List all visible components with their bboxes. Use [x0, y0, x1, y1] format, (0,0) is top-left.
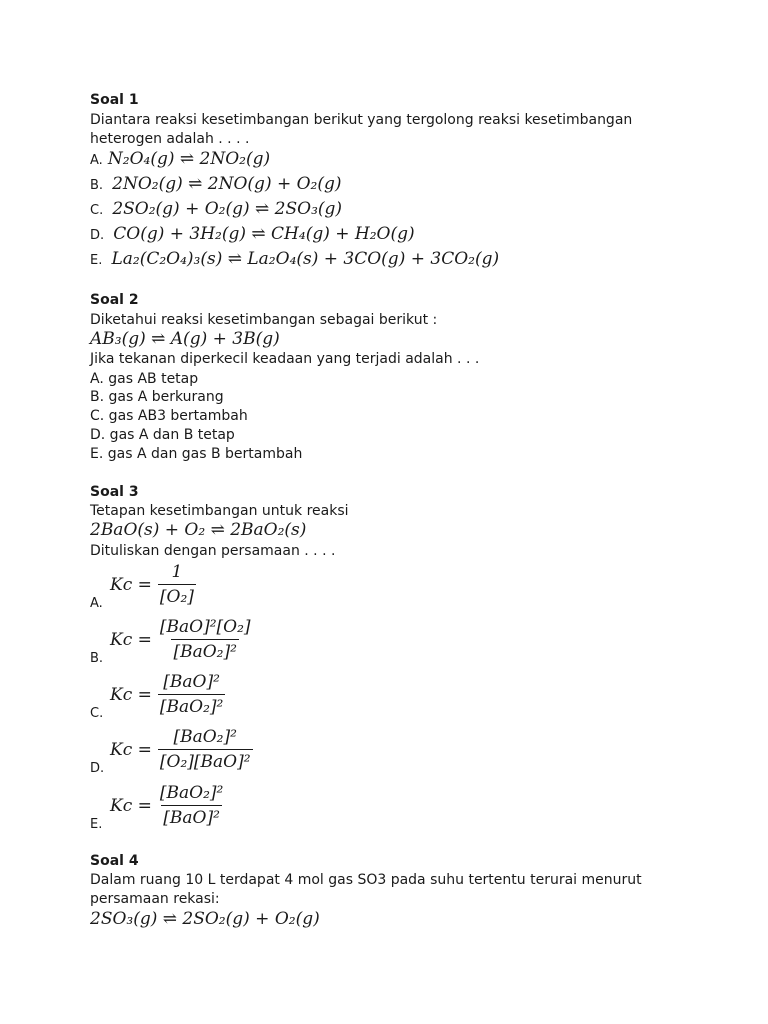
- soal-1-question-line-1: Diantara reaksi kesetimbangan berikut yang tergolong reaksi kesetimbangan: [90, 112, 633, 128]
- option-label: C.: [90, 203, 104, 218]
- fraction-numerator: [BaO]²: [163, 672, 220, 692]
- soal-1-heading: Soal 1: [90, 92, 139, 108]
- fraction-denominator: [BaO]²: [161, 805, 222, 828]
- soal-3-intro: Tetapan kesetimbangan untuk reaksi: [90, 503, 349, 519]
- soal-2-question: Jika tekanan diperkecil keadaan yang terjadi adalah . . .: [90, 351, 480, 367]
- soal-3-option-e-label: E.: [90, 817, 103, 832]
- option-equation: 2SO₂(g) + O₂(g) ⇌ 2SO₃(g): [112, 199, 343, 219]
- fraction-denominator: [BaO₂]²: [158, 694, 225, 717]
- fraction-numerator: [BaO]²[O₂]: [159, 617, 251, 637]
- option-label: B.: [90, 178, 104, 193]
- fraction-denominator: [BaO₂]²: [171, 639, 238, 662]
- fraction-denominator: [O₂]: [158, 584, 196, 607]
- fraction-denominator: [O₂][BaO]²: [158, 749, 253, 772]
- fraction-numerator: [BaO₂]²: [159, 783, 224, 803]
- soal-2-heading: Soal 2: [90, 292, 139, 308]
- soal-3-option-d-formula: [110, 727, 253, 772]
- fraction: [158, 562, 196, 607]
- soal-2-equation: AB₃(g) ⇌ A(g) + 3B(g): [90, 329, 280, 349]
- soal-2-intro: Diketahui reaksi kesetimbangan sebagai berikut :: [90, 312, 438, 328]
- option-equation: CO(g) + 3H₂(g) ⇌ CH₄(g) + H₂O(g): [113, 224, 415, 244]
- soal-3-question: Dituliskan dengan persamaan . . . .: [90, 543, 336, 559]
- soal-2-option-d: D. gas A dan B tetap: [90, 427, 235, 443]
- soal-4-equation: 2SO₃(g) ⇌ 2SO₂(g) + O₂(g): [90, 909, 320, 929]
- fraction-numerator: [BaO₂]²: [173, 727, 237, 747]
- fraction: [158, 727, 253, 772]
- option-equation: N₂O₄(g) ⇌ 2NO₂(g): [107, 149, 271, 169]
- soal-3-option-e-formula: [110, 783, 225, 828]
- soal-1-option-c: [90, 199, 342, 219]
- fraction: [158, 617, 253, 662]
- soal-3-option-a-label: A.: [90, 596, 103, 611]
- option-equation: 2NO₂(g) ⇌ 2NO(g) + O₂(g): [112, 174, 342, 194]
- soal-2-option-c: C. gas AB3 bertambah: [90, 408, 248, 424]
- soal-4-question-line-1: Dalam ruang 10 L terdapat 4 mol gas SO3 pada suhu tertentu terurai menurut: [90, 872, 642, 888]
- kc-symbol: Kc =: [110, 739, 152, 760]
- soal-3-option-c-formula: [110, 672, 225, 717]
- soal-3-heading: Soal 3: [90, 484, 139, 500]
- soal-2-option-a: A. gas AB tetap: [90, 371, 199, 387]
- kc-symbol: Kc =: [110, 684, 152, 705]
- soal-3-option-b-formula: [110, 617, 253, 662]
- kc-symbol: Kc =: [110, 629, 152, 650]
- soal-3-option-c-label: C.: [90, 706, 104, 721]
- fraction: [158, 783, 225, 828]
- option-label: D.: [90, 228, 105, 243]
- soal-3-option-a-formula: [110, 562, 196, 607]
- soal-3-option-d-label: D.: [90, 761, 105, 776]
- soal-1-option-a: [90, 149, 270, 169]
- soal-3-option-b-label: B.: [90, 651, 104, 666]
- soal-2-option-b: B. gas A berkurang: [90, 389, 224, 405]
- soal-2-option-e: E. gas A dan gas B bertambah: [90, 446, 303, 462]
- soal-1-option-b: [90, 174, 342, 194]
- fraction-numerator: 1: [171, 562, 183, 582]
- kc-symbol: Kc =: [110, 574, 152, 595]
- soal-3-equation: 2BaO(s) + O₂ ⇌ 2BaO₂(s): [90, 520, 307, 540]
- soal-1-option-e: [90, 249, 499, 269]
- kc-symbol: Kc =: [110, 795, 152, 816]
- option-label: E.: [90, 253, 103, 268]
- soal-4-question-line-2: persamaan rekasi:: [90, 891, 220, 907]
- soal-1-option-d: [90, 224, 415, 244]
- option-label: A.: [90, 153, 103, 168]
- fraction: [158, 672, 225, 717]
- soal-4-heading: Soal 4: [90, 853, 139, 869]
- soal-1-question-line-2: heterogen adalah . . . .: [90, 131, 250, 147]
- option-equation: La₂(C₂O₄)₃(s) ⇌ La₂O₄(s) + 3CO(g) + 3CO₂(g): [111, 249, 500, 269]
